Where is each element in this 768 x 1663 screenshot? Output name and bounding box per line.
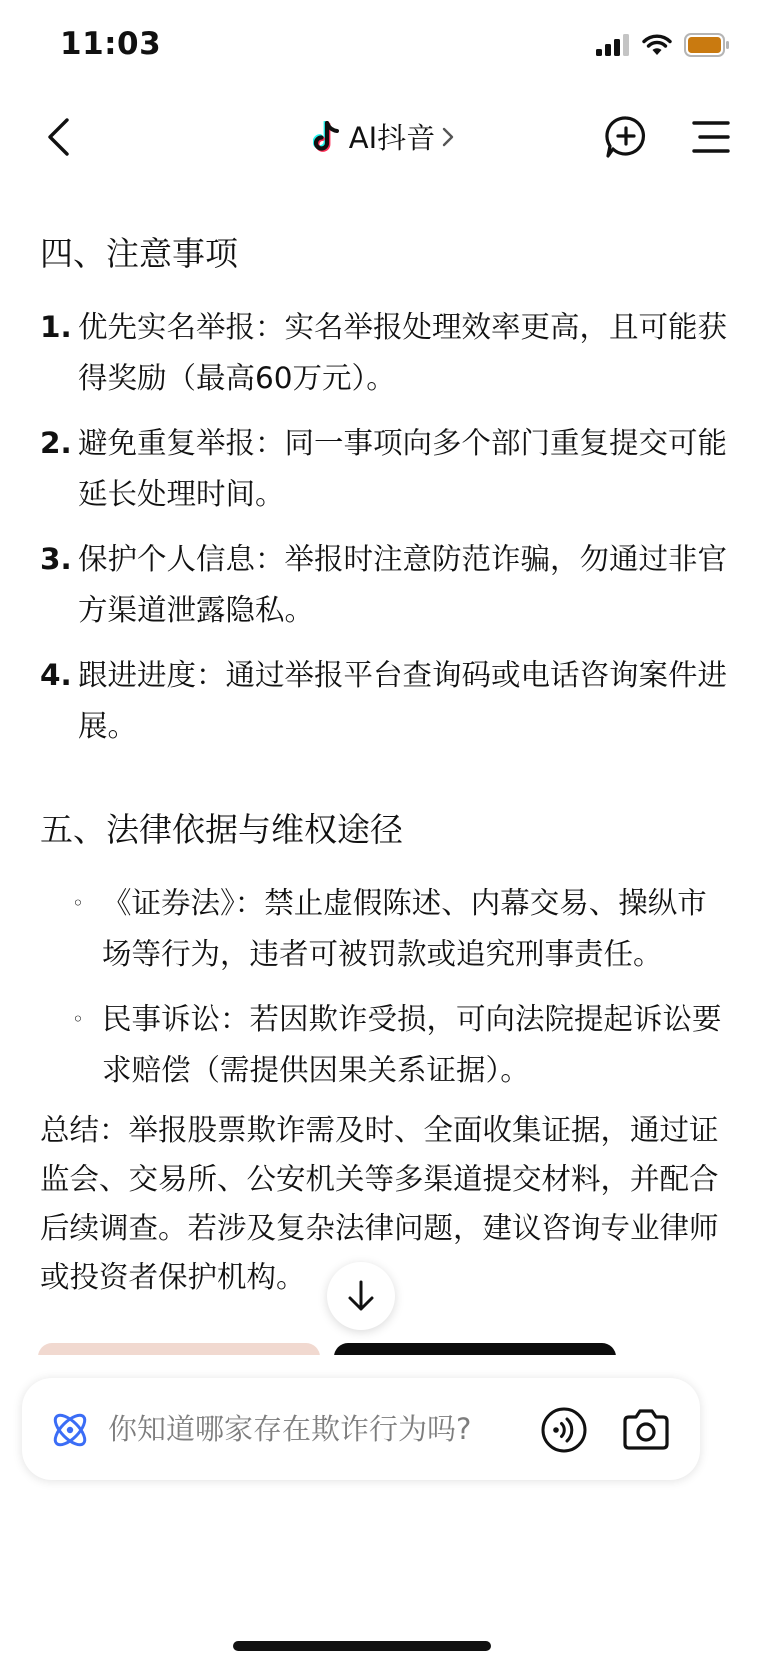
- bullet-item-text: 民事诉讼：若因欺诈受损，可向法院提起诉讼要求赔偿（需提供因果关系证据）。: [102, 1002, 722, 1087]
- status-icons: [596, 33, 730, 57]
- chevron-right-icon: [441, 126, 455, 148]
- chat-input[interactable]: [108, 1404, 528, 1454]
- bullet-marker: ◦: [72, 1007, 84, 1031]
- nav-title-text: AI抖音: [348, 121, 436, 155]
- home-indicator: [233, 1641, 491, 1651]
- douyin-logo-icon: [313, 121, 343, 153]
- chat-input-bar: [22, 1378, 700, 1480]
- camera-button[interactable]: [620, 1406, 672, 1454]
- bullet-item: [40, 878, 730, 980]
- camera-icon: [620, 1406, 672, 1454]
- summary-text: 总结：举报股票欺诈需及时、全面收集证据，通过证监会、交易所、公安机关等多渠道提交材料，并配合后续调查。若涉及复杂法律问题，建议咨询专业律师或投资者保护机构。: [40, 1113, 719, 1294]
- list-item: [40, 302, 730, 404]
- bullet-item: [40, 994, 730, 1096]
- message-content: [40, 230, 730, 1440]
- list-item-text: 保护个人信息：举报时注意防范诈骗，勿通过非官方渠道泄露隐私。: [78, 542, 728, 627]
- list-item: [40, 418, 730, 520]
- list-item-number: 1.: [40, 310, 72, 344]
- bullet-item-text: 《证券法》：禁止虚假陈述、内幕交易、操纵市场等行为，违者可被罚款或追究刑事责任。: [102, 886, 707, 971]
- list-item-number: 3.: [40, 542, 72, 576]
- menu-icon: [690, 116, 732, 158]
- spacer: [40, 766, 730, 806]
- list-item: [40, 534, 730, 636]
- signal-icon: [596, 34, 630, 56]
- nav-bar: [0, 100, 768, 176]
- list-item-number: 4.: [40, 658, 72, 692]
- wifi-icon: [642, 34, 672, 56]
- section-title-notes: 四、注意事项: [40, 234, 238, 273]
- section-title-legal: 五、法律依据与维权途径: [40, 810, 403, 849]
- scroll-to-bottom-button[interactable]: [327, 1262, 395, 1330]
- new-chat-button[interactable]: [600, 112, 652, 164]
- voice-icon: [540, 1406, 588, 1454]
- nav-title[interactable]: [0, 116, 768, 157]
- status-time: 11:03: [60, 26, 162, 62]
- status-bar: [0, 0, 768, 100]
- list-item-number: 2.: [40, 426, 72, 460]
- list-item-text: 优先实名举报：实名举报处理效率更高，且可能获得奖励（最高60万元）。: [78, 310, 728, 395]
- media-cards-row: [38, 1343, 738, 1355]
- chat-plus-icon: [600, 112, 652, 164]
- ai-assistant-button[interactable]: [48, 1408, 92, 1452]
- arrow-down-icon: [345, 1279, 377, 1313]
- menu-button[interactable]: [690, 116, 732, 158]
- ai-atom-icon: [48, 1408, 92, 1452]
- media-card[interactable]: [334, 1343, 616, 1355]
- battery-icon: [684, 33, 730, 57]
- voice-button[interactable]: [540, 1406, 588, 1454]
- list-item: [40, 650, 730, 752]
- list-item-text: 跟进进度：通过举报平台查询码或电话咨询案件进展。: [78, 658, 728, 743]
- media-card[interactable]: [38, 1343, 320, 1355]
- list-item-text: 避免重复举报：同一事项向多个部门重复提交可能延长处理时间。: [78, 426, 728, 511]
- bullet-marker: ◦: [72, 891, 84, 915]
